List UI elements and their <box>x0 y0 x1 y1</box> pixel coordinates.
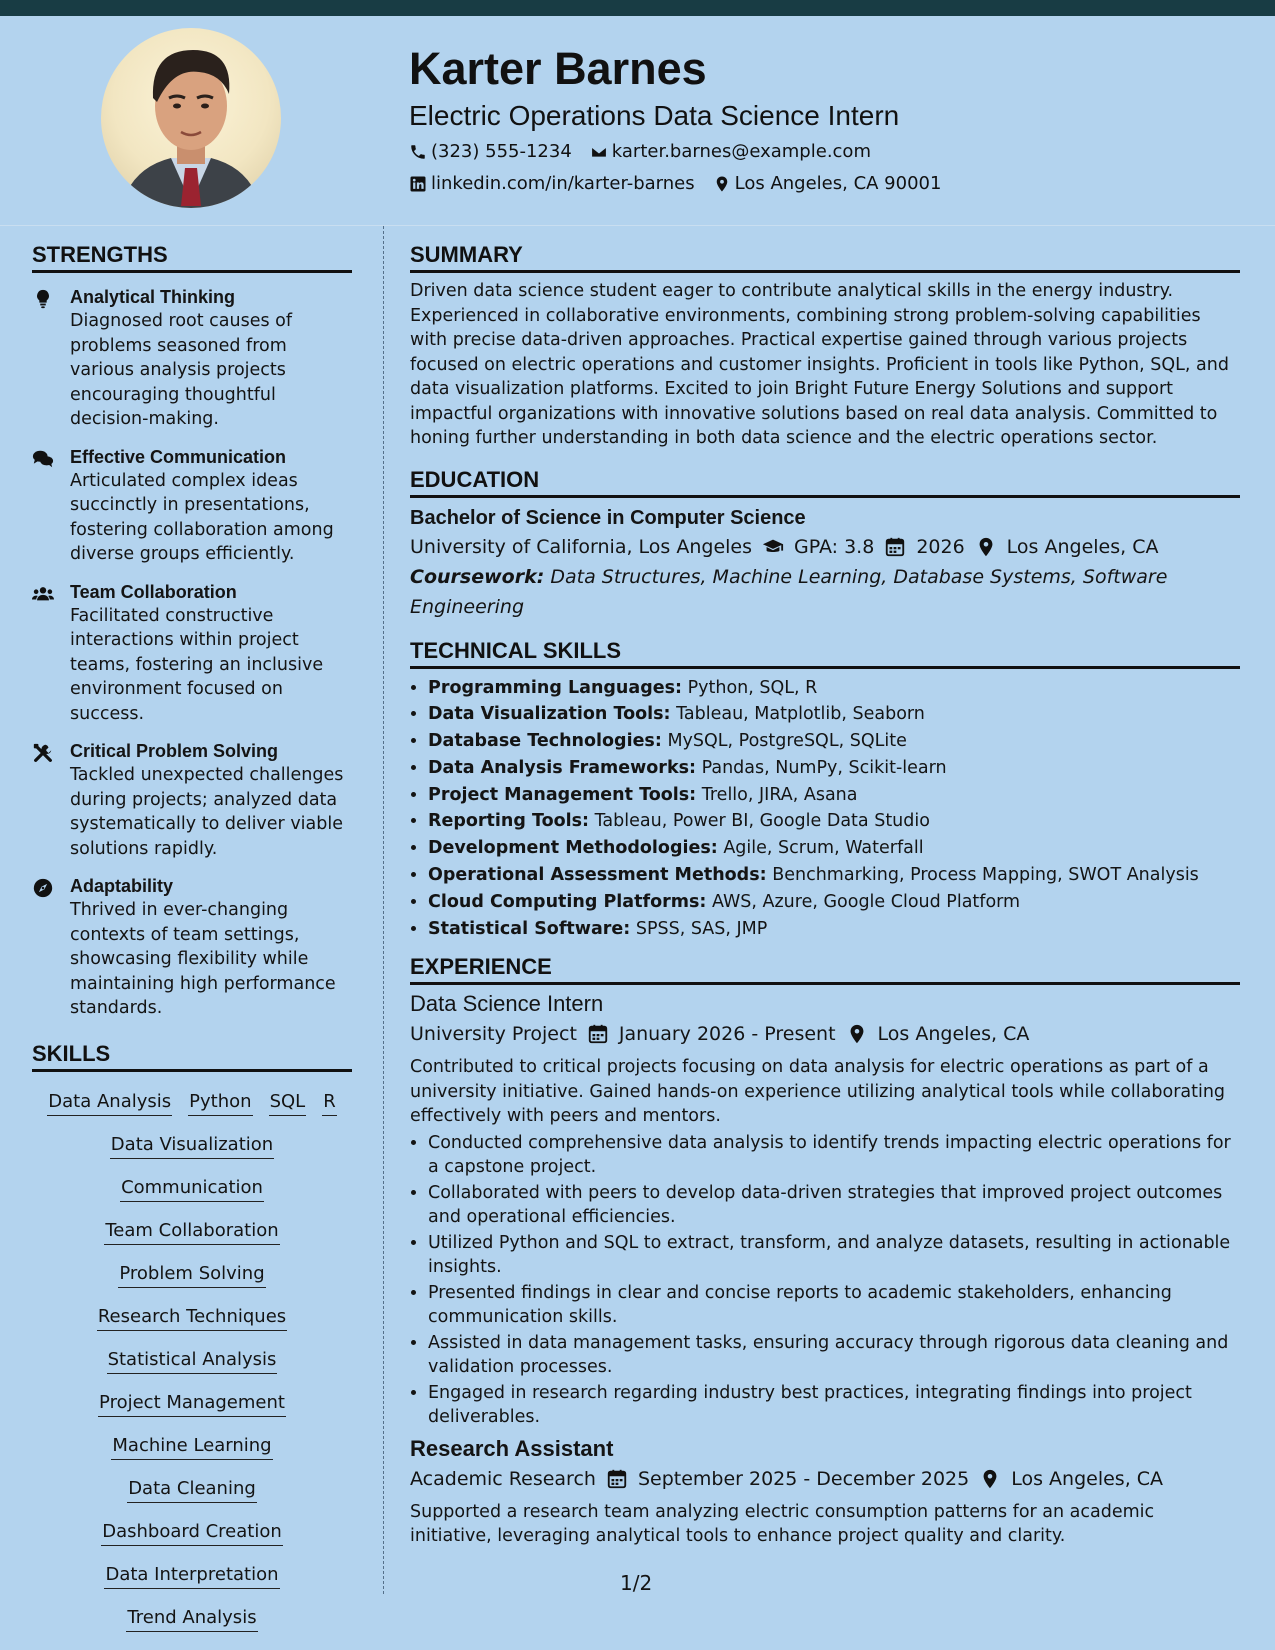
comments-icon <box>32 448 54 470</box>
school-name: University of California, Los Angeles <box>410 535 753 558</box>
list-item <box>428 835 1240 862</box>
strength-desc: Facilitated constructive interactions within project teams, fostering an inclusive environment focused on success. <box>70 605 324 724</box>
graduation-year: 2026 <box>916 535 965 558</box>
profile-photo <box>101 28 281 208</box>
skill-category: Programming Languages: <box>428 677 683 698</box>
skill-tag: Trend Analysis <box>126 1605 257 1632</box>
skill-tag: Machine Learning <box>111 1433 272 1460</box>
job-location: Los Angeles, CA <box>877 1023 1030 1046</box>
strengths-heading: STRENGTHS <box>32 240 352 273</box>
list-item <box>428 782 1240 809</box>
strength-title: Critical Problem Solving <box>70 741 279 761</box>
skill-values: MySQL, PostgreSQL, SQLite <box>667 731 907 752</box>
tools-icon <box>32 742 54 764</box>
phone-icon <box>409 143 427 161</box>
skill-values: Tableau, Power BI, Google Data Studio <box>594 811 930 832</box>
linkedin-contact[interactable] <box>409 168 695 200</box>
strength-item <box>32 285 352 432</box>
location-text: Los Angeles, CA 90001 <box>734 173 942 194</box>
list-item: • Engaged in research regarding industry best practices, integrating findings into project deliverables. <box>428 1381 1240 1430</box>
education-heading: EDUCATION <box>410 465 1240 498</box>
skill-category: Operational Assessment Methods: <box>428 865 767 886</box>
list-item <box>428 862 1240 889</box>
map-pin-icon <box>979 1468 1001 1490</box>
map-pin-icon <box>713 175 731 193</box>
candidate-name: Karter Barnes <box>409 43 707 94</box>
list-item <box>428 755 1240 782</box>
skill-values: Trello, JIRA, Asana <box>701 784 858 805</box>
strength-item <box>32 739 352 861</box>
strength-desc: Articulated complex ideas succinctly in presentations, fostering collaboration among diverse groups efficiently. <box>70 470 334 564</box>
right-column <box>410 240 1240 1549</box>
strength-item <box>32 874 352 1021</box>
email-contact[interactable] <box>590 136 871 168</box>
school-location: Los Angeles, CA <box>1006 535 1159 558</box>
skill-tag: Research Techniques <box>97 1304 287 1331</box>
skill-category: Project Management Tools: <box>428 784 697 805</box>
strength-desc: Thrived in ever-changing contexts of team settings, showcasing flexibility while maintaining high performance standards. <box>70 900 336 1018</box>
list-item: • Collaborated with peers to develop data-driven strategies that improved project outcomes and operational efficiencies. <box>428 1181 1240 1230</box>
list-item <box>428 728 1240 755</box>
strength-title: Analytical Thinking <box>70 287 236 307</box>
calendar-icon <box>606 1468 628 1490</box>
linkedin-text: linkedin.com/in/karter-barnes <box>431 173 695 194</box>
skill-values: SPSS, SAS, JMP <box>635 918 768 939</box>
job-location: Los Angeles, CA <box>1011 1467 1164 1490</box>
skill-category: Cloud Computing Platforms: <box>428 891 707 912</box>
job-title: Research Assistant <box>410 1435 614 1461</box>
experience-heading: EXPERIENCE <box>410 952 1240 985</box>
skill-tag: Data Visualization <box>110 1132 274 1159</box>
skill-category: Data Visualization Tools: <box>428 704 671 725</box>
job-dates: January 2026 - Present <box>618 1023 836 1046</box>
skill-tag: Data Interpretation <box>104 1562 279 1589</box>
coursework <box>410 562 1240 622</box>
left-column <box>32 240 352 1641</box>
calendar-icon <box>587 1023 609 1045</box>
contact-row-1 <box>409 136 1229 168</box>
strength-title: Team Collaboration <box>70 581 237 602</box>
job-description: Contributed to critical projects focusing on data analysis for electric operations as part of a university initiative. Gained hands-on experience utilizing analytical tools while collaborating effectively with peers and mentors. <box>410 1057 1226 1127</box>
page-number: 1/2 <box>620 1571 653 1595</box>
phone-text: (323) 555-1234 <box>431 141 572 162</box>
list-item: • Utilized Python and SQL to extract, transform, and analyze datasets, resulting in actionable insights. <box>428 1231 1240 1280</box>
list-item: • Conducted comprehensive data analysis to identify trends impacting electric operations for a capstone project. <box>428 1131 1240 1180</box>
list-item <box>428 889 1240 916</box>
strength-title: Adaptability <box>70 876 174 896</box>
job-bullets <box>410 1131 1240 1430</box>
map-pin-icon <box>846 1023 868 1045</box>
skill-values: Tableau, Matplotlib, Seaborn <box>676 704 925 725</box>
skill-tag: R <box>322 1089 337 1116</box>
strength-desc: Tackled unexpected challenges during projects; analyzed data systematically to deliver viable solutions rapidly. <box>70 765 344 859</box>
experience-entry <box>410 1434 1240 1549</box>
list-item <box>428 701 1240 728</box>
job-title: Data Science Intern <box>410 991 604 1017</box>
skill-tag: Problem Solving <box>118 1261 265 1288</box>
list-item: • Assisted in data management tasks, ensuring accuracy through rigorous data cleaning and validation processes. <box>428 1331 1240 1380</box>
map-pin-icon <box>975 536 997 558</box>
skill-values: Benchmarking, Process Mapping, SWOT Analysis <box>772 865 1199 886</box>
skill-tag: Data Analysis <box>47 1089 172 1116</box>
degree-name: Bachelor of Science in Computer Science <box>410 506 806 529</box>
candidate-title: Electric Operations Data Science Intern <box>409 100 900 131</box>
calendar-icon <box>884 536 906 558</box>
column-divider <box>383 226 384 1594</box>
skill-category: Reporting Tools: <box>428 811 590 832</box>
skill-tag: Statistical Analysis <box>107 1347 278 1374</box>
email-text: karter.barnes@example.com <box>611 141 871 162</box>
job-dates: September 2025 - December 2025 <box>637 1467 970 1490</box>
education-meta <box>410 532 1240 562</box>
job-description: Supported a research team analyzing electric consumption patterns for an academic initiative, leveraging analytical tools to enhance project quality and clarity. <box>410 1501 1155 1547</box>
technical-skills-list <box>410 675 1240 943</box>
coursework-list: Data Structures, Machine Learning, Database Systems, Software Engineering <box>410 565 1168 618</box>
strength-item <box>32 445 352 567</box>
strength-desc: Diagnosed root causes of problems seasoned from various analysis projects encouraging thoughtful decision-making. <box>70 311 293 429</box>
list-item <box>428 808 1240 835</box>
skill-tag: Project Management <box>98 1390 286 1417</box>
location-contact <box>713 168 942 200</box>
skill-values: AWS, Azure, Google Cloud Platform <box>711 891 1021 912</box>
graduation-cap-icon <box>762 536 784 558</box>
phone-contact[interactable] <box>409 136 572 168</box>
technical-skills-heading: TECHNICAL SKILLS <box>410 636 1240 669</box>
job-org: Academic Research <box>410 1467 596 1490</box>
gpa: GPA: 3.8 <box>794 535 875 558</box>
experience-entry <box>410 989 1240 1430</box>
coursework-label: Coursework: <box>410 565 545 588</box>
skill-values: Agile, Scrum, Waterfall <box>723 838 924 859</box>
compass-icon <box>32 877 54 899</box>
summary-text: Driven data science student eager to contribute analytical skills in the energy industry. Experienced in collaborative environments, combining strong problem-solving capabilities with precise data-driven approaches. Practical expertise gained through various projects focused on electric operations and customer insights. Proficient in tools like Python, SQL, and data visualization platforms. Excited to join Bright Future Energy Solutions and support impactful organizations with innovative solutions based on real data analysis. Committed to honing further understanding in both data science and the electric operations sector. <box>410 281 1229 448</box>
skill-category: Statistical Software: <box>428 918 631 939</box>
skill-tag: Dashboard Creation <box>101 1519 283 1546</box>
job-meta <box>410 1019 1240 1049</box>
skill-tag: Team Collaboration <box>104 1218 279 1245</box>
skill-values: Pandas, NumPy, Scikit-learn <box>701 757 947 778</box>
job-meta <box>410 1464 1240 1494</box>
resume-header <box>409 40 1229 200</box>
skill-category: Data Analysis Frameworks: <box>428 757 696 778</box>
lightbulb-icon <box>32 288 54 310</box>
list-item: • Presented findings in clear and concise reports to academic stakeholders, enhancing communication skills. <box>428 1281 1240 1330</box>
top-bar <box>0 0 1275 16</box>
skill-category: Database Technologies: <box>428 731 662 752</box>
strengths-list <box>32 283 352 1021</box>
skill-tag: Python <box>188 1089 252 1116</box>
strength-title: Effective Communication <box>70 446 287 467</box>
header-divider <box>0 225 1275 226</box>
summary-heading: SUMMARY <box>410 240 1240 273</box>
strength-item <box>32 580 352 727</box>
skills-heading: SKILLS <box>32 1039 352 1072</box>
list-item <box>428 675 1240 702</box>
contact-row-2 <box>409 168 1229 200</box>
skill-values: Python, SQL, R <box>687 677 818 698</box>
envelope-icon <box>590 143 608 161</box>
skill-tag: Communication <box>120 1175 264 1202</box>
linkedin-icon <box>409 175 427 193</box>
skill-tag: SQL <box>269 1089 307 1116</box>
skills-list <box>32 1082 352 1641</box>
skill-category: Development Methodologies: <box>428 838 718 859</box>
job-org: University Project <box>410 1023 577 1046</box>
skill-tag: Data Cleaning <box>127 1476 257 1503</box>
users-icon <box>32 583 54 605</box>
portrait-illustration <box>101 28 281 208</box>
list-item <box>428 916 1240 943</box>
